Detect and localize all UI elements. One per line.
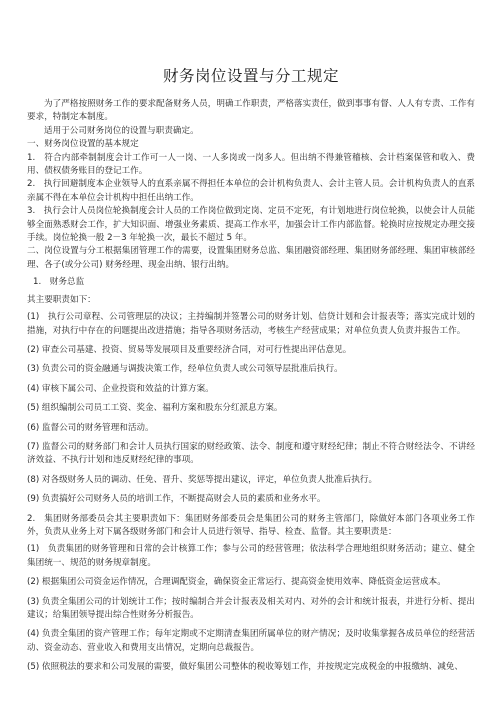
- paragraph-item: 2. 集团财务部委员会其主要职责如下：集团财务部委员会是集团公司的财务主管部门，除做好本部门各项业务工作外，负责从业务上对下属各级财务部门和会计人员进行领导、指导、检查、监督。其主要职责是：: [27, 513, 475, 537]
- paragraph-item: (1) 执行公司章程、公司管理层的决议；主持编制并签署公司的财务计划、信贷计划和会计报表等；落实完成计划的措施，对执行中存在的问题提出改进措施；指导各项财务活动，考核生产经营成果；对单位负责人负责并报告工作。: [27, 312, 475, 336]
- paragraph-intro: 为了严格按照财务工作的要求配备财务人员，明确工作职责，严格落实责任，做到事事有督、人人有专责、工作有要求，特制定本制度。: [27, 99, 475, 123]
- paragraph-item: (8) 对各级财务人员的调动、任免、晋升、奖惩等提出建议，评定，单位负责人批准后执行。: [27, 474, 378, 485]
- paragraph-item: (3) 负责全集团公司的计划统计工作；按时编制合并会计报表及相关对内、对外的会计和统计报表，并进行分析、提出建议；给集团领导提出综合性财务分析报告。: [27, 596, 475, 620]
- paragraph-item: 3. 执行会计人员岗位轮换制度会计人员的工作岗位做到定岗、定员不定死，有计划地进行岗位轮换，以使会计人员能够全面熟悉财会工作，扩大知识面、增强业务素质、提高工作水平，加强会计工作内部监督。轮换时应按规定办理交接手续。岗位轮换一般 2－3 年轮换一次，最长不超过 5 年。: [27, 206, 475, 244]
- paragraph-item: 1. 符合内部牵制制度会计工作可一人一岗、一人多岗或一岗多人。但出纳不得兼管稽核、会计档案保管和收入、费用、债权债务账目的登记工作。: [27, 152, 475, 177]
- section-heading-1: 一、财务岗位设置的基本规定: [27, 139, 139, 150]
- paragraph-item: (5) 组织编制公司员工工资、奖金、福利方案和股东分红派息方案。: [27, 403, 283, 414]
- paragraph-duties-intro: 其主要职责如下：: [27, 294, 96, 305]
- paragraph-item: (4) 审核下属公司、企业投资和效益的计算方案。: [27, 383, 214, 394]
- page-title: 财务岗位设置与分工规定: [162, 67, 339, 85]
- paragraph-item: (5) 依照税法的要求和公司发展的需要，做好集团公司整体的税收筹划工作，并按规定完成税金的申报缴纳、减免、: [27, 662, 464, 673]
- subheading-cfo: 1. 财务总监: [33, 277, 85, 288]
- paragraph-item: (9) 负责搞好公司财务人员的培训工作，不断提高财会人员的素质和业务水平。: [27, 494, 326, 505]
- document-body: [27, 98, 475, 675]
- paragraph-item: (6) 监督公司的财务管理和活动。: [27, 422, 154, 433]
- paragraph-item: (7) 监督公司的财务部门和会计人员执行国家的财经政策、法令、制度和遵守财经纪律；制止不符合财经法令、不讲经济效益、不执行计划和违反财经纪律的事项。: [27, 441, 475, 466]
- paragraph-item: 2. 执行回避制度本企业领导人的直系亲属不得担任本单位的会计机构负责人、会计主管人员。会计机构负责人的直系亲属不得在本单位会计机构中担任出纳工作。: [27, 179, 475, 203]
- paragraph-item: (2) 审查公司基建、投资、贸易等发展项目及重要经济合同，对可行性提出评估意见。: [27, 344, 352, 355]
- paragraph-item: (2) 根据集团公司资金运作情况，合理调配资金，确保资金正常运行、提高资金使用效率、降低资金运营成本。: [27, 577, 446, 588]
- paragraph-scope: 适用于公司财务岗位的设置与职责确定。: [44, 125, 199, 136]
- section-heading-2: 二、岗位设置与分工根据集团管理工作的需要，设置集团财务总监、集团融资部经理、集团财务部经理、集团审核部经理、各子(或分公司) 财务经理、现金出纳、银行出纳。: [27, 246, 475, 270]
- paragraph-item: (1) 负责集团的财务管理和日常的会计核算工作；参与公司的经营管理；依法科学合理地组织财务活动；建立、健全集团统一、规范的财务规章制度。: [27, 544, 475, 568]
- paragraph-item: (3) 负责公司的资金融通与调拨决策工作，经单位负责人或公司领导层批准后执行。: [27, 364, 343, 375]
- paragraph-item: (4) 负责全集团的资产管理工作；每年定期或不定期清查集团所属单位的财产情况；及时收集掌握各成员单位的经营活动、资金动态、营业收入和费用支出情况，定期向总裁报告。: [27, 629, 475, 653]
